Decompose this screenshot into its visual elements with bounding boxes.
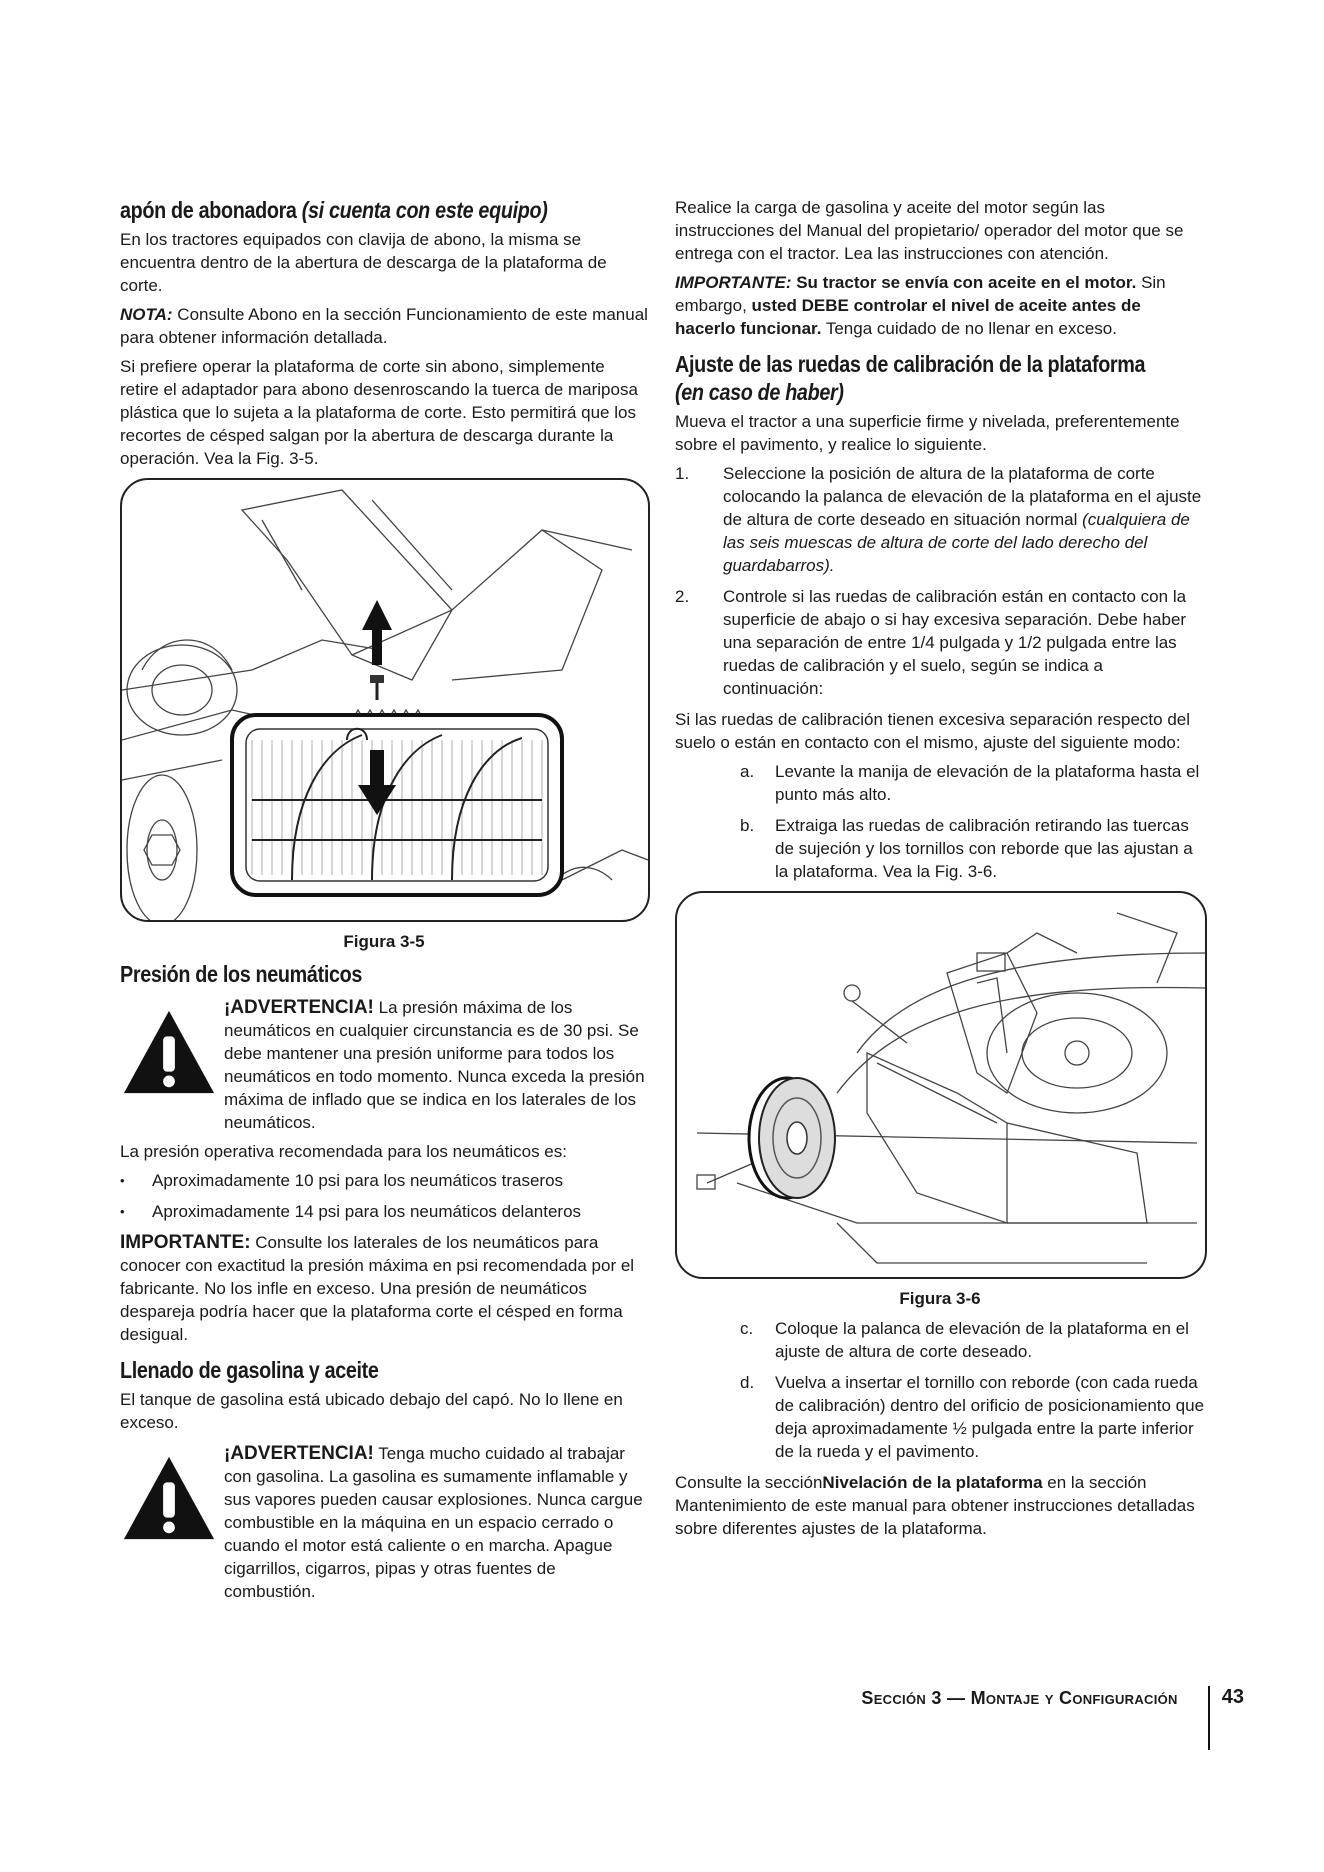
list-item: a. Levante la manija de elevación de la plataforma hasta el punto más alto. xyxy=(740,762,1200,804)
figure-3-5-caption: Figura 3-5 xyxy=(343,932,425,951)
gauge-wheel-adjust-paragraph: Si las ruedas de calibración tienen excesiva separación respecto del suelo o están en contacto con el mismo, ajuste del siguiente modo: xyxy=(675,710,1191,752)
fuel-paragraph: El tanque de gasolina está ubicado debajo del capó. No lo llene en exceso. xyxy=(120,1390,623,1432)
list-item: • Aproximadamente 14 psi para los neumáticos delanteros xyxy=(120,1200,648,1223)
oil-important-paragraph: IMPORTANTE: Su tractor se envía con aceite en el motor. Sin embargo, usted DEBE controlar el nivel de aceite antes de hacerlo funcionar. Tenga cuidado de no llenar en exceso. xyxy=(675,273,1166,338)
tire-warning xyxy=(120,996,648,1134)
fuel-instructions-paragraph: Realice la carga de gasolina y aceite del motor según las instrucciones del Manual del propietario/ operador del motor que se entrega con el tractor. Lea las instrucciones con atención. xyxy=(675,198,1184,263)
list-item: b. Extraiga las ruedas de calibración retirando las tuercas de sujeción y los tornillos con reborde que las ajustan a la plataforma. Vea la Fig. 3-6. xyxy=(740,816,1193,881)
deck-leveling-reference: Consulte la secciónNivelación de la plataforma en la sección Mantenimiento de este manual para obtener instrucciones detalladas sobre diferentes ajustes de la plataforma. xyxy=(675,1473,1195,1538)
page-number: 43 xyxy=(1221,1686,1244,1708)
footer-divider xyxy=(1208,1686,1210,1750)
tire-pressure-list xyxy=(120,1169,648,1223)
mulch-plug-heading: apón de abonadora (si cuenta con este equipo) xyxy=(120,197,548,223)
nota-paragraph: NOTA: Consulte Abono en la sección Funcionamiento de este manual para obtener información detallada. xyxy=(120,305,648,347)
gauge-wheel-subheading: (en caso de haber) xyxy=(675,379,844,405)
warning-triangle-icon xyxy=(120,1452,218,1544)
list-item: 2. Controle si las ruedas de calibración están en contacto con la superficie de abajo o si hay excesiva separación. Debe haber una separación de entre 1/4 pulgada y 1/2 pulgada entre las ruedas de calibración y el suelo, según se indica a continuación: xyxy=(675,587,1187,698)
list-item: 1. Seleccione la posición de altura de la plataforma de corte colocando la palanca de elevación de la plataforma en el ajuste de altura de corte deseado en situación normal (cualquiera de las seis muescas de altura de corte del lado derecho del guardabarros). xyxy=(675,464,1202,575)
gauge-wheel-intro: Mueva el tractor a una superficie firme y nivelada, preferentemente sobre el pavimento, y realice lo siguiente. xyxy=(675,412,1180,454)
tire-recommended-intro: La presión operativa recomendada para los neumáticos es: xyxy=(120,1142,567,1161)
figure-3-5 xyxy=(120,478,650,922)
figure-3-6-caption: Figura 3-6 xyxy=(899,1289,981,1308)
list-item: d. Vuelva a insertar el tornillo con reborde (con cada rueda de calibración) dentro del orificio de posicionamiento que deja aproximadamente ½ pulgada entre la parte inferior de la rueda y el pavimento. xyxy=(740,1373,1205,1461)
tire-pressure-heading: Presión de los neumáticos xyxy=(120,961,363,987)
list-item: c. Coloque la palanca de elevación de la plataforma en el ajuste de altura de corte deseado. xyxy=(740,1319,1189,1361)
tire-important-paragraph: IMPORTANTE: Consulte los laterales de los neumáticos para conocer con exactitud la presión máxima en psi recomendada por el fabricante. No los infle en exceso. Una presión de neumáticos despareja podría hacer que la plataforma corte el césped en forma desigual. xyxy=(120,1232,635,1344)
right-column xyxy=(675,196,1205,1546)
fuel-warning-text: ¡ADVERTENCIA! Tenga mucho cuidado al trabajar con gasolina. La gasolina es sumamente inflamable y sus vapores pueden causar explosiones. Nunca cargue combustible en la máquina en un espacio cerrado o cuando el motor está caliente o en marcha. Apague cigarrillos, cigarros, pipas y otras fuentes de combustión. xyxy=(224,1443,643,1601)
section-title: Sección 3 — Montaje y Configuración xyxy=(861,1688,1178,1708)
warning-triangle-icon xyxy=(120,1006,218,1098)
gauge-wheel-steps xyxy=(675,462,1205,700)
mulch-paragraph-1: En los tractores equipados con clavija de abono, la misma se encuentra dentro de la abertura de descarga de la plataforma de corte. xyxy=(120,230,607,295)
gauge-wheel-substeps-ab xyxy=(675,760,1205,883)
tire-warning-text: ¡ADVERTENCIA! La presión máxima de los neumáticos en cualquier circunstancia es de 30 psi. Se debe mantener una presión uniforme para todos los neumáticos en todo momento. Nunca exceda la presión máxima de inflado que se indica en los laterales de los neumáticos. xyxy=(224,997,645,1132)
gauge-wheel-heading: Ajuste de las ruedas de calibración de la plataforma xyxy=(675,351,1146,377)
fuel-oil-heading: Llenado de gasolina y aceite xyxy=(120,1357,379,1383)
list-item: • Aproximadamente 10 psi para los neumáticos traseros xyxy=(120,1169,648,1192)
fuel-warning xyxy=(120,1442,648,1603)
gauge-wheel-substeps-cd xyxy=(675,1317,1205,1463)
page-footer xyxy=(861,1686,1244,1750)
mulch-plug-illustration xyxy=(122,480,648,920)
mulch-paragraph-2: Si prefiere operar la plataforma de corte sin abono, simplemente retire el adaptador para abono desenroscando la tuerca de mariposa plástica que lo sujeta a la plataforma de corte. Esto permitirá que los recortes de césped salgan por la abertura de descarga durante la operación. Vea la Fig. 3-5. xyxy=(120,357,638,468)
left-column xyxy=(120,196,648,1609)
figure-3-6 xyxy=(675,891,1207,1279)
gauge-wheel-illustration xyxy=(677,893,1205,1277)
